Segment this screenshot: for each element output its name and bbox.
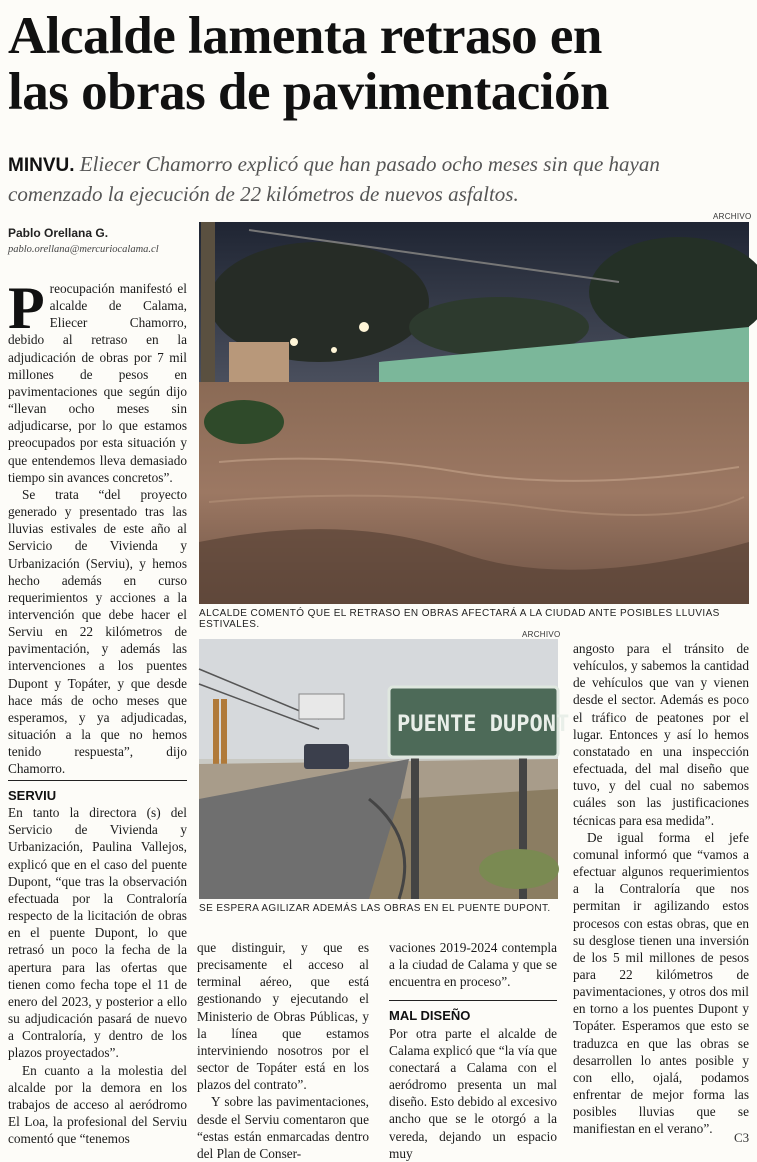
photo-1-credit: ARCHIVO [713,212,752,221]
paragraph-10: De igual forma el jefe comunal informó que “vamos a efectuar algunos requerimientos a la Contraloría que nos permitan ir agilizando estos procesos con estas obras, que en su desglose tienen una inversión de los 5 mil millones de pesos para 22 kilómetros de pavimentaciones, y otros dos mil en torno a los puentes Dupont y Topáter. Esperamos que esto se traduzca en que las obras se desarrollen lo antes posible y con ello, ojalá, podamos enfrentar de mejor forma las posibles lluvias que se manifiestan en el verano”. [573,829,749,1137]
photo-flooded-street [199,222,749,604]
subhead-serviu: SERVIU [8,788,57,803]
author-email[interactable]: pablo.orellana@mercuriocalama.cl [8,244,159,255]
paragraph-8: Por otra parte el alcalde de Calama explicó que “la vía que conectará a Calama con el aeródromo presenta un mal diseño. Esto debido al excesivo ancho que se le otorgó a la vereda, dejando un espacio muy [389,1025,557,1161]
headline-line-2: las obras de pavimentación [8,63,609,121]
paragraph-9: angosto para el tránsito de vehículos, y sabemos la cantidad de vehículos que van y vienen desde el sector. Además es poco el tráfico de peatones por el lugar. Entonces y así lo hemos constatado en una inspección efectuada, del mal diseño que tuvo, y del cual no sabemos cuáles son las justificaciones técnicas para esa medida”. [573,641,749,828]
column-1-bottom [8,780,187,1150]
column-1-top [8,275,187,777]
puente-dupont-illustration [199,639,570,899]
column-4 [573,640,749,1148]
photo-1-caption: ALCALDE COMENTÓ QUE EL RETRASO EN OBRAS AFECTARÁ A LA CIUDAD ANTE POSIBLES LLUVIAS ESTIVALES. [199,608,720,630]
photo-2-caption: SE ESPERA AGILIZAR ADEMÁS LAS OBRAS EN EL PUENTE DUPONT. [199,903,551,914]
photo-puente-dupont [199,639,570,899]
flooded-street-illustration [199,222,749,604]
byline: Pablo Orellana G. [8,226,109,240]
paragraph-2: Se trata “del proyecto generado y presentado tras las lluvias estivales de este año al Servicio de Vivienda y Urbanización (Serviu), y hemos hecho además en curso requerimientos y acciones a la intervención que debe hacer el Serviu en 22 kilómetros de pavimentación, y además las intervenciones a los puentes Dupont y Topáter, y que desde hace más de ocho meses que esperamos, y ya adjudicadas, situación a la que no hemos tenido respuesta”, dijo Chamorro. [8,486,187,777]
section-rule [8,780,187,781]
end-mark: C3 [734,1130,750,1145]
headline [8,8,748,120]
sign-text: PUENTE DUPONT [397,712,570,737]
column-2 [197,939,369,1161]
paragraph-4: En cuanto a la molestia del alcalde por la demora en los trabajos de acceso al aeródromo El Loa, la profesional del Serviu comentó que “tenemos [8,1062,187,1147]
paragraph-6: Y sobre las pavimentaciones, desde el Serviu comentaron que “estas están enmarcadas dentro del Plan de Conser- [197,1094,369,1161]
section-rule [389,1000,557,1001]
photo-2-credit: ARCHIVO [522,630,561,639]
deck-kicker: MINVU. [8,155,75,176]
paragraph-5: que distinguir, y que es precisamente el acceso al terminal aéreo, que está gestionando y ejecutando el Ministerio de Obras Públicas, y la línea que estamos interviniendo nosotros por el sector de Topáter está en los plazos del contrato”. [197,940,369,1093]
deck [8,150,748,208]
column-3 [389,939,557,1161]
subhead-mal-diseno: MAL DISEÑO [389,1008,471,1024]
paragraph-7: vaciones 2019-2024 contempla a la ciudad de Calama y que se encuentra en proceso”. [389,940,557,990]
dropcap: P [8,275,45,341]
deck-text: Eliecer Chamorro explicó que han pasado ocho meses sin que hayan comenzado la ejecución de 22 kilómetros de nuevos asfaltos. [8,152,660,206]
paragraph-1 [8,275,187,486]
headline-line-1: Alcalde lamenta retraso en [8,7,602,65]
paragraph-3: En tanto la directora (s) del Servicio de Vivienda y Urbanización, Paulina Vallejos, explicó que en el caso del puente Dupont, “que tras la observación efectuada por la Contraloría respecto de la licitación de obras en el puente Dupont, lo que retrasó un poco la fecha de la apertura para las ofertas que tienen como fecha tope el 11 de enero del 2023, y posterior a ello su adjudicación pasará de nuevo a Contraloría, y dentro de los plazos proyectados”. [8,805,187,1061]
paragraph-1-text: reocupación manifestó el alcalde de Calama, Eliecer Chamorro, debido al retraso en la adjudicación de obras por 7 mil millones de pesos en pavimentaciones que según dijo “llevan ocho meses sin adjudicarse, por lo que estamos preocupados por esta situación y que entendemos lleva demasiado tiempo sin avances concretos”. [8,281,187,485]
